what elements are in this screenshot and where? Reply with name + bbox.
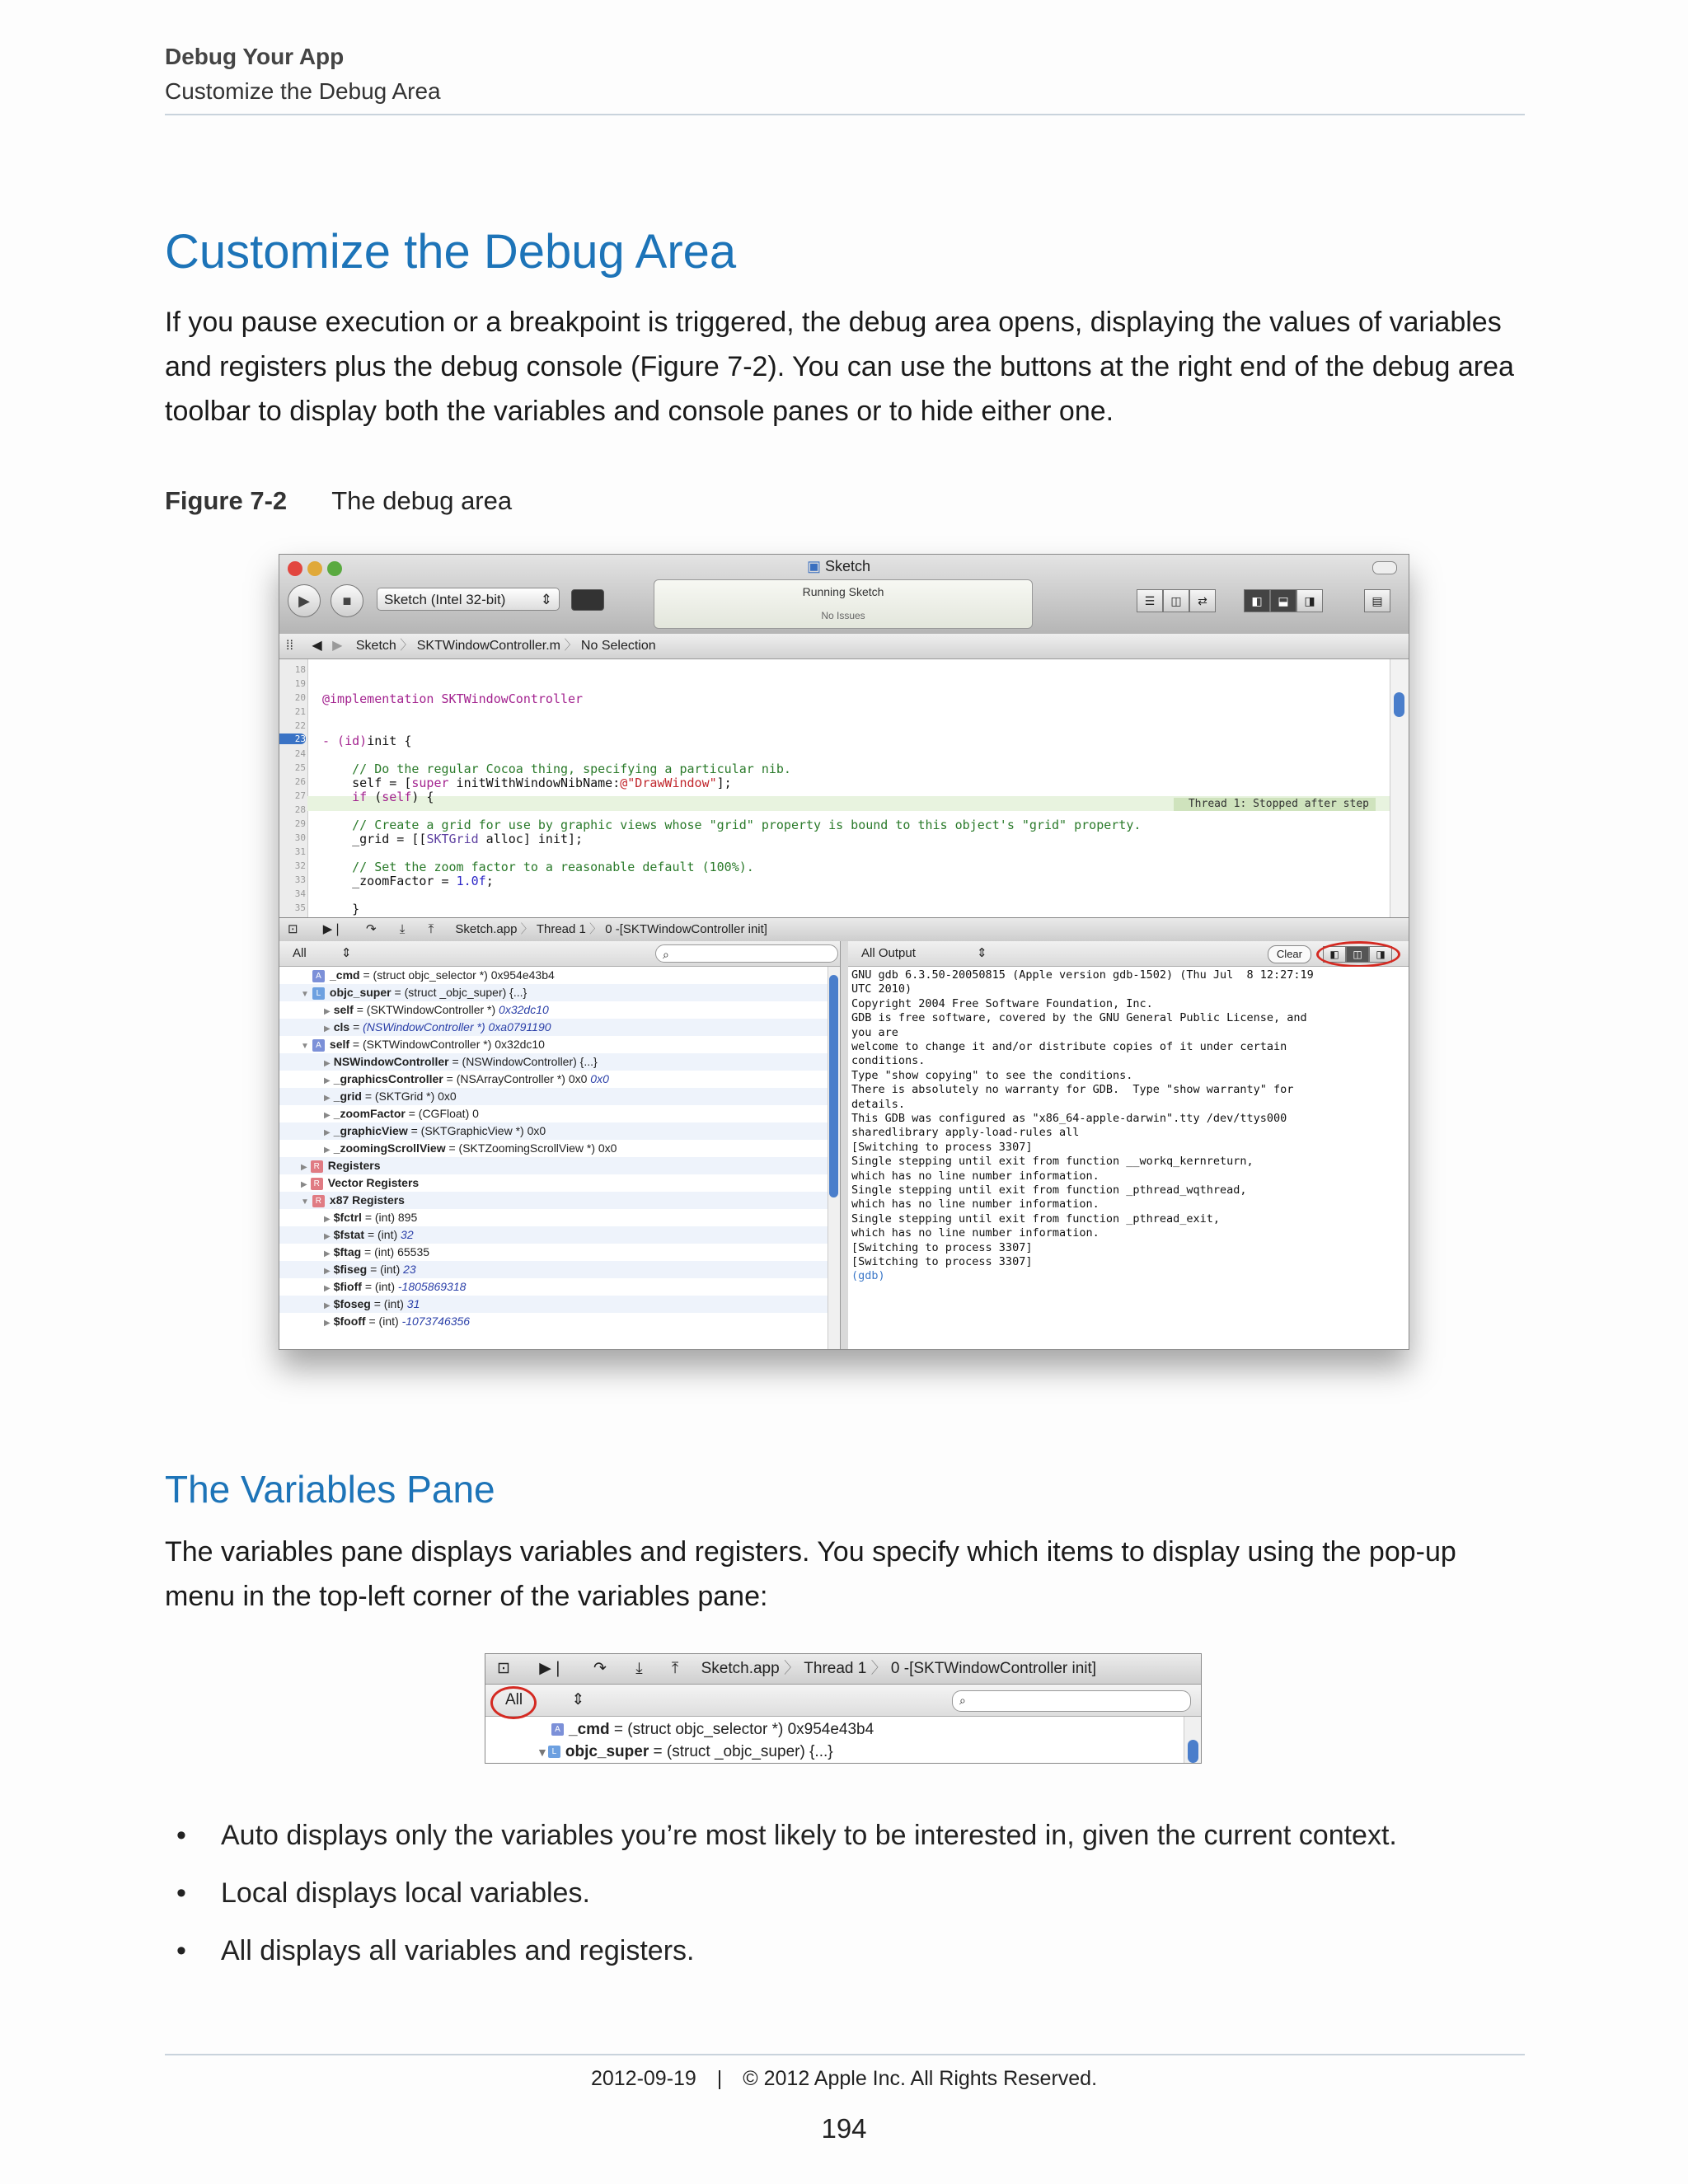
console-line: This GDB was configured as "x86_64-apple-darwin".tty /dev/ttys000	[851, 1112, 1287, 1125]
variable-row[interactable]	[279, 1226, 840, 1244]
variables-header	[485, 1685, 1201, 1717]
step-over-icon[interactable]: ↷	[593, 1660, 607, 1677]
navigator-view-button[interactable]	[1244, 589, 1270, 612]
disclosure-triangle-icon[interactable]: ▶	[324, 1111, 331, 1120]
variable-name: $fctrl	[333, 1211, 362, 1224]
disclosure-triangle-icon[interactable]: ▶	[324, 1146, 331, 1155]
line-number: 19	[294, 678, 306, 689]
variable-row[interactable]	[279, 1019, 840, 1036]
line-number: 29	[294, 818, 306, 829]
variable-value: = (struct objc_selector *) 0x954e43b4	[363, 968, 555, 982]
debug-bar	[485, 1654, 1201, 1685]
variables-search-field[interactable]	[655, 944, 838, 963]
step-into-icon[interactable]: ⤓	[399, 922, 406, 936]
running-header	[165, 40, 441, 109]
disclosure-triangle-icon[interactable]: ▶	[324, 1319, 331, 1328]
scope-options-list	[165, 1813, 1397, 1986]
variable-name: _zoomFactor	[333, 1107, 406, 1120]
minimize-button[interactable]	[307, 561, 322, 576]
variable-value-highlight: -1805869318	[397, 1280, 467, 1293]
footer-rule	[165, 2054, 1525, 2055]
highlight-circle	[1316, 941, 1400, 968]
chapter-title: Debug Your App	[165, 44, 345, 69]
disclosure-triangle-icon[interactable]: ▼	[301, 990, 309, 999]
debug-bar	[279, 917, 1409, 942]
editor-icon: ☰	[1144, 594, 1156, 607]
variable-value: = (NSArrayController *) 0x0	[446, 1072, 588, 1085]
intro-paragraph: If you pause execution or a breakpoint is triggered, the debug area opens, displaying the values of variables and registers plus the debug console (Figure 7-2). You can use the buttons at the right end of the debug area toolbar to display both the variables and console panes or to hide either one.	[165, 307, 1514, 427]
project-icon: ▣	[807, 558, 822, 574]
related-items-icon[interactable]: ⁞⁞	[286, 639, 293, 653]
code-line: - (id)init {	[322, 733, 412, 748]
line-number: 28	[294, 804, 306, 815]
line-number: 33	[294, 874, 306, 885]
jump-item-file[interactable]: SKTWindowController.m	[416, 639, 560, 653]
figure-caption	[165, 486, 512, 516]
console-line: [Switching to process 3307]	[851, 1140, 1033, 1154]
variable-name: _zoomingScrollView	[333, 1141, 446, 1155]
variable-row[interactable]: A _cmd = (struct objc_selector *) 0x954e43b4	[485, 1718, 1202, 1741]
organizer-icon: ▤	[1372, 594, 1383, 607]
console-line: [Switching to process 3307]	[851, 1240, 1033, 1254]
variables-scrollbar[interactable]	[828, 967, 840, 1349]
variable-value-highlight: 0x32dc10	[499, 1003, 549, 1016]
console-line: you are	[851, 1025, 898, 1039]
footer-date: 2012-09-19	[590, 2067, 696, 2090]
jump-item-project[interactable]: Sketch	[355, 639, 396, 653]
popup-arrows-icon: ⇕	[340, 946, 352, 960]
disclosure-triangle-icon[interactable]: ▶	[324, 1076, 331, 1085]
console-line: Copyright 2004 Free Software Foundation, Inc.	[851, 996, 1153, 1010]
stop-button[interactable]	[331, 584, 363, 617]
variable-row[interactable]: ▼ L objc_super = (struct _objc_super) {...}	[537, 1743, 833, 1760]
variable-row[interactable]	[279, 1296, 840, 1313]
variable-row[interactable]	[279, 967, 840, 984]
variables-scope-popup[interactable]: All	[505, 1691, 523, 1708]
line-number: 18	[294, 664, 306, 675]
console-line: GNU gdb 6.3.50-20050815 (Apple version gdb-1502) (Thu Jul 8 12:27:19	[851, 968, 1314, 982]
line-number: 30	[294, 832, 306, 843]
line-number: 21	[294, 706, 306, 717]
variables-pane-paragraph: The variables pane displays variables and registers. You specify which items to display using the pop-up menu in the top-left corner of the variables pane:	[165, 1536, 1456, 1612]
disclosure-triangle-icon[interactable]: ▶	[324, 1215, 331, 1224]
variable-value: = (struct _objc_super) {...}	[394, 986, 528, 999]
variable-name: cls	[333, 1020, 350, 1033]
activity-status: Running Sketch	[802, 585, 884, 598]
right-pane-icon: ◨	[1376, 949, 1386, 960]
section-heading: The Variables Pane	[165, 1468, 495, 1511]
variable-row[interactable]	[279, 1105, 840, 1122]
console-line: which has no line number information.	[851, 1169, 1100, 1183]
play-icon: ▶	[298, 593, 310, 609]
variable-value: = (int)	[368, 1315, 402, 1328]
utilities-view-button[interactable]	[1296, 589, 1323, 612]
variable-value: = (int) 65535	[364, 1245, 430, 1258]
register-badge-icon: R	[312, 1195, 325, 1207]
window-title: ▣ Sketch	[807, 558, 871, 574]
disclosure-triangle-icon[interactable]: ▶	[324, 1128, 331, 1137]
console-line: Single stepping until exit from function __workq_kernreturn,	[851, 1155, 1254, 1169]
variable-value: = (SKTWindowController *)	[356, 1003, 499, 1016]
disclosure-triangle-icon[interactable]: ▶	[301, 1163, 307, 1172]
console-line: welcome to change it and/or distribute copies of it under certain	[851, 1040, 1287, 1053]
variable-value: = (int)	[364, 1280, 398, 1293]
breakpoint-line-number[interactable]: 23	[279, 733, 306, 744]
code-line: // Do the regular Cocoa thing, specifying a particular nib.	[322, 762, 791, 776]
back-arrow-icon[interactable]: ◀	[312, 639, 322, 653]
variable-name: $fiseg	[333, 1263, 368, 1276]
continue-icon[interactable]: ▶❘	[539, 1660, 565, 1677]
variable-value: = (int)	[370, 1263, 404, 1276]
code-line: // Create a grid for use by graphic views whose "grid" property is bound to this object's "grid" property.	[322, 818, 1142, 832]
console-line: Single stepping until exit from function _pthread_exit,	[851, 1212, 1221, 1226]
search-icon: ⌕	[959, 1694, 966, 1707]
variables-header	[279, 941, 840, 967]
line-number: 20	[294, 692, 306, 703]
console-line: which has no line number information.	[851, 1197, 1100, 1212]
variable-value: = (SKTGraphicView *) 0x0	[410, 1124, 546, 1137]
stop-icon: ■	[342, 593, 352, 609]
variables-scrollbar[interactable]	[1184, 1717, 1201, 1763]
local-badge-icon: L	[312, 987, 325, 1000]
disclosure-triangle-icon[interactable]: ▶	[324, 1232, 331, 1241]
xcode-window	[279, 554, 1409, 1350]
disclosure-triangle-icon[interactable]: ▶	[324, 1267, 331, 1276]
line-number: 26	[294, 776, 306, 787]
hide-debug-area-icon[interactable]: ⊡	[497, 1660, 510, 1677]
figure-title: The debug area	[331, 486, 513, 515]
variable-name: $fooff	[333, 1315, 366, 1328]
list-item: • Auto displays only the variables you’re most likely to be interested in, given the current context.	[165, 1813, 1397, 1871]
disclosure-triangle-icon[interactable]: ▶	[324, 1007, 331, 1016]
console-line: [Switching to process 3307]	[851, 1255, 1033, 1268]
variable-value: = (SKTZoomingScrollView *) 0x0	[448, 1141, 617, 1155]
variable-value: = (int) 895	[364, 1211, 418, 1224]
chevron-right-icon: 〉	[870, 1660, 887, 1677]
console-line: UTC 2010)	[851, 982, 912, 996]
line-number-gutter[interactable]	[279, 659, 308, 917]
debug-item-frame[interactable]: 0 -[SKTWindowController init]	[605, 922, 767, 936]
debug-item-thread[interactable]: Thread 1	[804, 1660, 867, 1677]
thread-stop-label: Thread 1: Stopped after step	[1174, 798, 1376, 811]
register-badge-icon: R	[311, 1178, 323, 1190]
variable-name: _grid	[333, 1090, 362, 1103]
debug-view-button[interactable]	[1270, 589, 1296, 612]
console-header	[848, 941, 1409, 967]
argument-badge-icon: A	[312, 1039, 325, 1052]
debug-console[interactable]	[848, 967, 1409, 1349]
variable-row[interactable]	[279, 1313, 840, 1330]
jump-item-selection[interactable]: No Selection	[580, 639, 656, 653]
code-line: // Set the zoom factor to a reasonable default (100%).	[322, 860, 754, 874]
line-number: 34	[294, 888, 306, 899]
section-title: Customize the Debug Area	[165, 78, 441, 104]
code-line: _grid = [[SKTGrid alloc] init];	[322, 832, 584, 846]
console-scope-popup[interactable]: All Output	[861, 946, 916, 960]
variable-value-highlight: 23	[403, 1263, 416, 1276]
variable-name: NSWindowController	[333, 1055, 449, 1068]
debug-item-app[interactable]: Sketch.app	[701, 1660, 780, 1677]
chevron-right-icon: 〉	[520, 922, 533, 936]
line-number: 22	[294, 720, 306, 731]
disclosure-triangle-icon[interactable]: ▼	[301, 1197, 309, 1207]
footer	[0, 2067, 1688, 2091]
highlight-circle	[490, 1686, 537, 1719]
console-line: GDB is free software, covered by the GNU General Public License, and	[851, 1011, 1307, 1025]
variable-value: = (SKTWindowController *) 0x32dc10	[352, 1038, 545, 1051]
bottom-panel-icon: ⬓	[1278, 594, 1289, 607]
variable-row[interactable]	[279, 984, 840, 1001]
variable-row[interactable]	[279, 1122, 840, 1140]
assistant-editor-button[interactable]	[1163, 589, 1189, 612]
activity-issues: No Issues	[821, 610, 865, 621]
left-pane-icon: ◧	[1329, 949, 1339, 960]
variables-pane-detail	[485, 1653, 1202, 1764]
line-number: 27	[294, 790, 306, 801]
console-line: which has no line number information.	[851, 1226, 1100, 1240]
run-button[interactable]	[288, 584, 321, 617]
scrollbar-thumb[interactable]	[1188, 1740, 1198, 1763]
code-line: self = [super initWithWindowNibName:@"DrawWindow"];	[322, 776, 732, 790]
variable-value: = (CGFloat) 0	[408, 1107, 479, 1120]
variable-name: self	[329, 1038, 350, 1051]
code-line: @implementation SKTWindowController	[322, 691, 584, 706]
local-badge-icon: L	[548, 1746, 560, 1758]
line-number: 32	[294, 860, 306, 871]
chevron-right-icon: 〉	[589, 922, 603, 936]
variable-value: = (SKTGrid *) 0x0	[364, 1090, 457, 1103]
variables-scope-popup[interactable]: All	[293, 946, 307, 960]
organizer-button[interactable]	[1364, 589, 1390, 612]
variable-name: Registers	[327, 1159, 381, 1172]
variables-pane[interactable]	[279, 967, 840, 1349]
scheme-popup[interactable]: Sketch (Intel 32-bit) ⇕	[377, 588, 560, 611]
variable-value: = (int)	[367, 1228, 401, 1241]
variable-value: = (NSWindowController) {...}	[452, 1055, 598, 1068]
left-panel-icon: ◧	[1251, 594, 1263, 607]
argument-badge-icon: A	[312, 970, 325, 982]
variable-row[interactable]	[279, 1140, 840, 1157]
search-icon: ⌕	[663, 948, 669, 961]
toolbar	[279, 555, 1409, 635]
variable-name: x87 Registers	[329, 1193, 405, 1207]
variable-name: $fstat	[333, 1228, 365, 1241]
disclosure-triangle-icon[interactable]: ▼	[537, 1746, 548, 1759]
step-out-icon[interactable]: ⤒	[671, 1660, 679, 1677]
code-line: _zoomFactor = 1.0f;	[322, 874, 494, 888]
chevron-right-icon: 〉	[783, 1660, 799, 1677]
disclosure-triangle-icon[interactable]: ▶	[324, 1301, 331, 1310]
chevron-right-icon: 〉	[564, 639, 578, 653]
variables-search-field[interactable]	[952, 1690, 1191, 1712]
continue-icon[interactable]: ▶❘	[322, 922, 343, 936]
popup-arrows-icon: ⇕	[977, 946, 987, 960]
clear-console-button[interactable]: Clear	[1268, 945, 1311, 963]
console-line: details.	[851, 1097, 906, 1111]
scrollbar-thumb[interactable]	[1394, 692, 1404, 717]
variable-value-highlight: 32	[401, 1228, 414, 1241]
disclosure-triangle-icon[interactable]: ▼	[301, 1042, 309, 1051]
disclosure-triangle-icon[interactable]: ▶	[324, 1059, 331, 1068]
activity-viewer	[654, 579, 1033, 629]
version-icon: ⇄	[1198, 594, 1207, 607]
footer-separator: |	[716, 2067, 723, 2090]
footer-copyright: © 2012 Apple Inc. All Rights Reserved.	[743, 2067, 1098, 2090]
variable-row[interactable]	[279, 1071, 840, 1088]
variable-value: = (int)	[373, 1297, 407, 1310]
split-pane-icon: ◫	[1353, 949, 1362, 960]
right-panel-icon: ◨	[1304, 594, 1315, 607]
variable-row[interactable]	[279, 1278, 840, 1296]
line-number: 35	[294, 902, 306, 913]
variable-value-highlight: 31	[406, 1297, 420, 1310]
variable-name: Vector Registers	[327, 1176, 420, 1189]
variable-row[interactable]	[279, 1192, 840, 1209]
register-badge-icon: R	[311, 1160, 323, 1173]
debug-item-thread[interactable]: Thread 1	[536, 922, 586, 936]
hide-debug-area-icon[interactable]: ⊡	[288, 922, 298, 936]
variable-name: _graphicView	[333, 1124, 408, 1137]
zoom-button[interactable]	[327, 561, 342, 576]
variable-name: _graphicsController	[333, 1072, 443, 1085]
console-line: Single stepping until exit from function _pthread_wqthread,	[851, 1183, 1247, 1197]
variable-row[interactable]	[279, 1088, 840, 1105]
console-line: (gdb)	[851, 1269, 885, 1283]
variable-name: $ftag	[333, 1245, 362, 1258]
variable-value-highlight: -1073746356	[401, 1315, 471, 1328]
variable-value: =	[353, 1020, 363, 1033]
forward-arrow-icon[interactable]: ▶	[332, 639, 343, 653]
console-line: sharedlibrary apply-load-rules all	[851, 1126, 1080, 1140]
line-number: 24	[294, 748, 306, 759]
disclosure-triangle-icon[interactable]: ▶	[324, 1284, 331, 1293]
variable-row[interactable]	[279, 1244, 840, 1261]
chevron-right-icon: 〉	[400, 639, 414, 653]
variable-name: objc_super	[329, 986, 392, 999]
popup-arrows-icon: ⇕	[540, 592, 552, 607]
line-number: 25	[294, 762, 306, 773]
list-item: • Local displays local variables.	[165, 1871, 1397, 1929]
disclosure-triangle-icon[interactable]: ▶	[301, 1180, 307, 1189]
step-into-icon[interactable]: ⤓	[635, 1660, 643, 1677]
jump-bar	[279, 634, 1409, 659]
debug-item-frame[interactable]: 0 -[SKTWindowController init]	[890, 1660, 1097, 1677]
disclosure-triangle-icon[interactable]: ▶	[324, 1249, 331, 1258]
code-line: }	[322, 902, 360, 916]
step-out-icon[interactable]: ⤒	[428, 922, 434, 936]
variable-name: $foseg	[333, 1297, 371, 1310]
standard-editor-button[interactable]	[1137, 589, 1163, 612]
scrollbar-thumb[interactable]	[829, 975, 838, 1197]
step-over-icon[interactable]: ↷	[366, 922, 377, 936]
console-line: conditions.	[851, 1054, 926, 1068]
argument-badge-icon: A	[551, 1723, 564, 1736]
variable-row[interactable]	[279, 1036, 840, 1053]
variable-row[interactable]	[279, 1174, 840, 1192]
page-number: 194	[821, 2113, 867, 2144]
line-number: 31	[294, 846, 306, 857]
variable-row[interactable]	[279, 1261, 840, 1278]
variable-value-highlight: 0x0	[587, 1072, 609, 1085]
page-title: Customize the Debug Area	[165, 225, 737, 279]
console-line: Type "show copying" to see the conditions.	[851, 1068, 1133, 1082]
header-rule	[165, 114, 1525, 115]
variable-name: self	[333, 1003, 354, 1016]
editor-scrollbar[interactable]	[1390, 659, 1409, 917]
list-item: • All displays all variables and registers.	[165, 1929, 1397, 1986]
disclosure-triangle-icon[interactable]: ▶	[324, 1094, 331, 1103]
variable-row[interactable]	[279, 1157, 840, 1174]
debug-item-app[interactable]: Sketch.app	[455, 922, 518, 936]
popup-arrows-icon: ⇕	[571, 1691, 585, 1708]
variable-row[interactable]	[279, 1209, 840, 1226]
variable-row[interactable]	[279, 1001, 840, 1019]
variable-name: _cmd	[330, 968, 360, 982]
variable-value-highlight: (NSWindowController *) 0xa0791190	[363, 1020, 551, 1033]
console-line: There is absolutely no warranty for GDB. Type "show warranty" for	[851, 1083, 1294, 1097]
code-line: if (self) {	[322, 790, 434, 804]
assistant-icon: ◫	[1170, 594, 1182, 607]
breakpoints-button[interactable]	[571, 589, 604, 611]
disclosure-triangle-icon[interactable]: ▶	[324, 1024, 331, 1033]
close-button[interactable]	[288, 561, 302, 576]
toolbar-toggle-button[interactable]	[1372, 561, 1397, 574]
figure-number: Figure 7-2	[165, 486, 288, 515]
variable-row[interactable]	[279, 1053, 840, 1071]
variable-name: $fioff	[333, 1280, 362, 1293]
version-editor-button[interactable]	[1189, 589, 1216, 612]
source-editor[interactable]	[279, 659, 1390, 917]
